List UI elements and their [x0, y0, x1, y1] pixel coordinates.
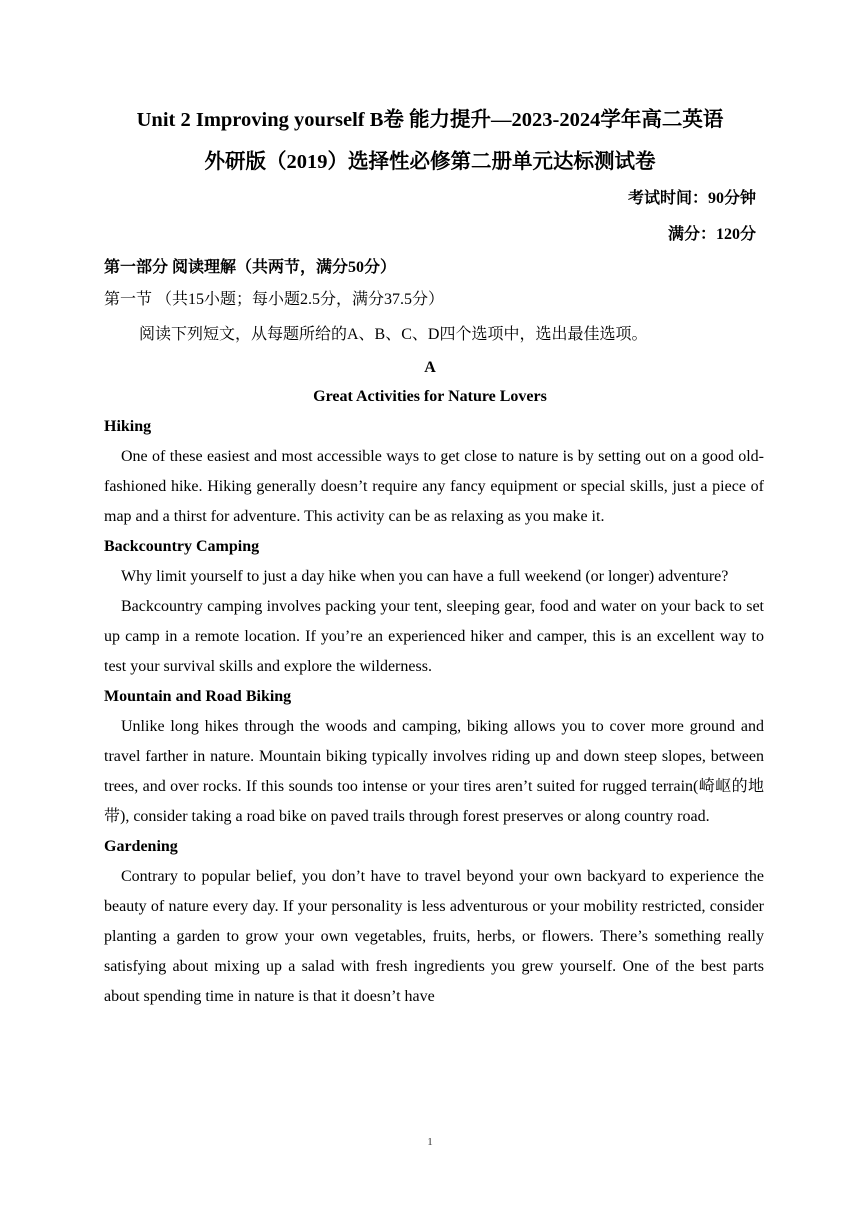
document-title-line-2: 外研版（2019）选择性必修第二册单元达标测试卷: [204, 151, 656, 173]
page-number: 1: [427, 1136, 433, 1148]
paragraph: Contrary to popular belief, you don’t have to travel beyond your own backyard to experience the beauty of nature every day. If your personality is less adventurous or your mobility restricted, consider planting a garden to grow your own vegetables, fruits, herbs, or flowers. There’s something really satisfying about mixing up a salad with fresh ingredients you grew yourself. One of the best parts about spending time in nature is that it doesn’t have: [104, 868, 764, 1005]
full-score: 满分：120分: [667, 226, 756, 243]
subsection-title: 第一节 （共15小题；每小题2.5分，满分37.5分）: [104, 291, 445, 308]
passage-body: [104, 412, 764, 1012]
document-title-line-1: Unit 2 Improving yourself B卷 能力提升—2023-2024学年高二英语: [136, 109, 724, 131]
exam-time: 考试时间：90分钟: [627, 190, 756, 207]
passage-title: Great Activities for Nature Lovers: [313, 388, 547, 405]
section-heading: Mountain and Road Biking: [104, 688, 292, 705]
part-title: 第一部分 阅读理解（共两节，满分50分）: [104, 259, 397, 276]
section-heading: Hiking: [104, 418, 152, 435]
paragraph: Unlike long hikes through the woods and camping, biking allows you to cover more ground and travel farther in nature. Mountain biking typically involves riding up and down steep slopes, between trees, and over rocks. If this sounds too intense or your tires aren’t suited for rugged terrain(崎岖的地带), consider taking a road bike on paved trails through forest preserves or along country road.: [104, 718, 764, 825]
section-heading: Backcountry Camping: [104, 538, 260, 555]
paragraph: Backcountry camping involves packing your tent, sleeping gear, food and water on your back to set up camp in a remote location. If you’re an experienced hiker and camper, this is an excellent way to test your survival skills and explore the wilderness.: [104, 598, 764, 675]
paragraph: Why limit yourself to just a day hike when you can have a full weekend (or longer) adventure?: [121, 568, 729, 585]
instruction-text: 阅读下列短文，从每题所给的A、B、C、D四个选项中，选出最佳选项。: [139, 326, 648, 343]
passage-letter: A: [424, 359, 436, 376]
paragraph: One of these easiest and most accessible ways to get close to nature is by setting out on a good old-fashioned hike. Hiking generally doesn’t require any fancy equipment or special skills, just a piece of map and a thirst for adventure. This activity can be as relaxing as you make it.: [104, 448, 764, 525]
section-heading: Gardening: [104, 838, 178, 855]
